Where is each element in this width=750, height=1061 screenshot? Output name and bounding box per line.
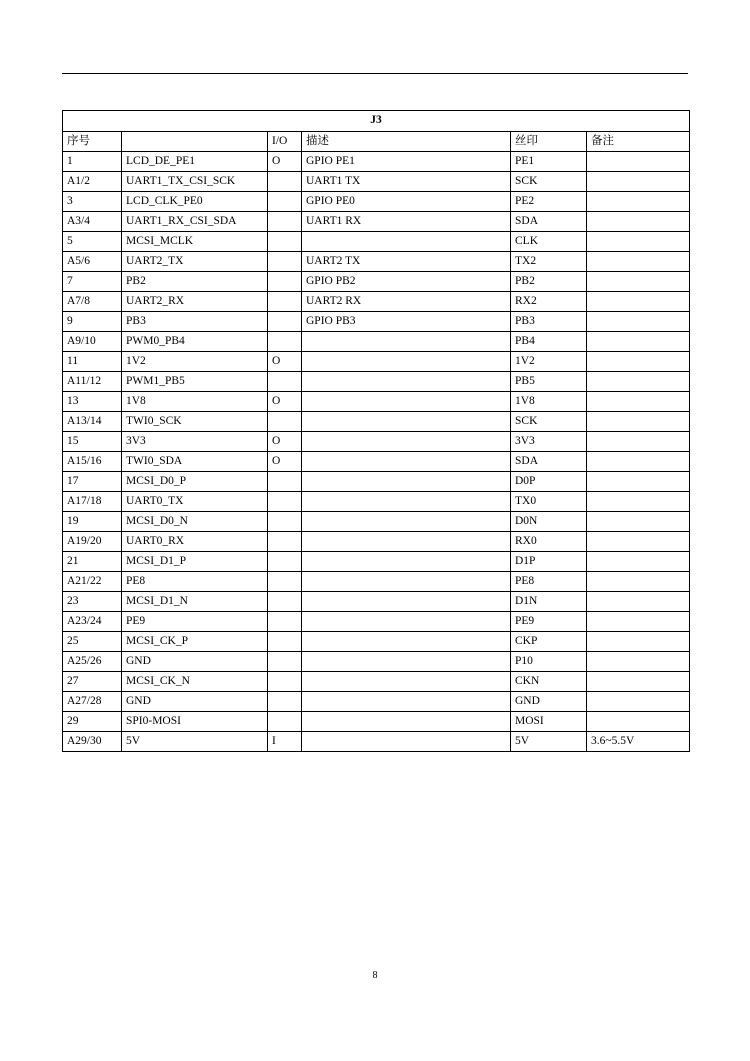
cell-io: I (268, 732, 302, 752)
cell-remark (587, 212, 690, 232)
table-row (63, 392, 690, 412)
cell-io (268, 552, 302, 572)
cell-silkscreen: SDA (511, 452, 587, 472)
table-row (63, 532, 690, 552)
cell-seq: A19/20 (63, 532, 122, 552)
cell-signal: SPI0-MOSI (122, 712, 268, 732)
table-row (63, 272, 690, 292)
cell-signal: MCSI_CK_P (122, 632, 268, 652)
table-row (63, 452, 690, 472)
cell-description (302, 732, 511, 752)
cell-seq: A21/22 (63, 572, 122, 592)
table-row (63, 372, 690, 392)
cell-seq: 23 (63, 592, 122, 612)
cell-io (268, 592, 302, 612)
cell-remark (587, 472, 690, 492)
cell-description (302, 352, 511, 372)
cell-silkscreen: 5V (511, 732, 587, 752)
column-header-io: I/O (268, 132, 302, 152)
cell-silkscreen: PE8 (511, 572, 587, 592)
cell-signal: UART2_RX (122, 292, 268, 312)
cell-io (268, 212, 302, 232)
cell-description: GPIO PE0 (302, 192, 511, 212)
table-row (63, 292, 690, 312)
cell-io (268, 712, 302, 732)
table-row (63, 712, 690, 732)
cell-remark (587, 532, 690, 552)
table-row (63, 652, 690, 672)
cell-signal: MCSI_CK_N (122, 672, 268, 692)
cell-remark (587, 392, 690, 412)
table-row (63, 312, 690, 332)
cell-description: UART2 RX (302, 292, 511, 312)
cell-signal: TWI0_SDA (122, 452, 268, 472)
cell-signal: PE8 (122, 572, 268, 592)
cell-silkscreen: PB5 (511, 372, 587, 392)
cell-seq: 3 (63, 192, 122, 212)
table-row (63, 252, 690, 272)
cell-remark (587, 372, 690, 392)
cell-silkscreen: RX0 (511, 532, 587, 552)
cell-remark (587, 512, 690, 532)
cell-description (302, 692, 511, 712)
column-header-silkscreen: 丝印 (511, 132, 587, 152)
cell-io (268, 272, 302, 292)
cell-io (268, 692, 302, 712)
cell-io (268, 532, 302, 552)
cell-seq: 13 (63, 392, 122, 412)
cell-silkscreen: D0N (511, 512, 587, 532)
cell-silkscreen: CLK (511, 232, 587, 252)
cell-io (268, 172, 302, 192)
cell-io (268, 232, 302, 252)
cell-description (302, 392, 511, 412)
cell-io: O (268, 392, 302, 412)
cell-silkscreen: PB2 (511, 272, 587, 292)
table-row (63, 572, 690, 592)
cell-io (268, 472, 302, 492)
cell-remark (587, 352, 690, 372)
cell-silkscreen: CKP (511, 632, 587, 652)
table-row (63, 692, 690, 712)
cell-remark (587, 612, 690, 632)
cell-silkscreen: SDA (511, 212, 587, 232)
table-header-row (63, 132, 690, 152)
cell-signal: 1V2 (122, 352, 268, 372)
cell-remark (587, 672, 690, 692)
cell-remark (587, 232, 690, 252)
cell-signal: UART1_RX_CSI_SDA (122, 212, 268, 232)
cell-signal: PE9 (122, 612, 268, 632)
cell-remark (587, 712, 690, 732)
cell-seq: 15 (63, 432, 122, 452)
cell-io: O (268, 152, 302, 172)
cell-description (302, 672, 511, 692)
cell-silkscreen: 1V2 (511, 352, 587, 372)
cell-silkscreen: PE2 (511, 192, 587, 212)
cell-io (268, 512, 302, 532)
cell-seq: 29 (63, 712, 122, 732)
table-row (63, 352, 690, 372)
cell-remark (587, 432, 690, 452)
cell-signal: MCSI_MCLK (122, 232, 268, 252)
cell-signal: UART0_RX (122, 532, 268, 552)
table-row (63, 232, 690, 252)
cell-io (268, 252, 302, 272)
cell-io (268, 572, 302, 592)
cell-remark (587, 552, 690, 572)
cell-seq: 21 (63, 552, 122, 572)
cell-seq: 5 (63, 232, 122, 252)
cell-signal: MCSI_D1_N (122, 592, 268, 612)
cell-seq: 9 (63, 312, 122, 332)
table-row (63, 632, 690, 652)
cell-signal: MCSI_D0_N (122, 512, 268, 532)
cell-description (302, 592, 511, 612)
cell-description (302, 612, 511, 632)
cell-silkscreen: GND (511, 692, 587, 712)
table-row (63, 332, 690, 352)
cell-description: UART1 RX (302, 212, 511, 232)
cell-seq: A25/26 (63, 652, 122, 672)
cell-description: GPIO PE1 (302, 152, 511, 172)
table-row (63, 552, 690, 572)
cell-seq: A9/10 (63, 332, 122, 352)
cell-silkscreen: P10 (511, 652, 587, 672)
cell-seq: 19 (63, 512, 122, 532)
cell-seq: A11/12 (63, 372, 122, 392)
cell-silkscreen: PE9 (511, 612, 587, 632)
cell-silkscreen: PB4 (511, 332, 587, 352)
table-row (63, 472, 690, 492)
cell-silkscreen: 1V8 (511, 392, 587, 412)
column-header-seq: 序号 (63, 132, 122, 152)
cell-signal: 1V8 (122, 392, 268, 412)
cell-seq: 27 (63, 672, 122, 692)
table-title: J3 (63, 111, 690, 132)
cell-silkscreen: D1N (511, 592, 587, 612)
cell-remark (587, 632, 690, 652)
cell-io: O (268, 452, 302, 472)
cell-seq: 7 (63, 272, 122, 292)
cell-signal: LCD_DE_PE1 (122, 152, 268, 172)
cell-signal: GND (122, 652, 268, 672)
cell-signal: MCSI_D0_P (122, 472, 268, 492)
cell-io: O (268, 352, 302, 372)
cell-description (302, 372, 511, 392)
cell-description (302, 432, 511, 452)
cell-silkscreen: SCK (511, 172, 587, 192)
cell-silkscreen: PB3 (511, 312, 587, 332)
cell-remark (587, 332, 690, 352)
cell-io (268, 612, 302, 632)
table-head (63, 111, 690, 152)
cell-description (302, 232, 511, 252)
cell-silkscreen: CKN (511, 672, 587, 692)
cell-seq: 17 (63, 472, 122, 492)
cell-silkscreen: TX0 (511, 492, 587, 512)
table-row (63, 152, 690, 172)
cell-remark (587, 172, 690, 192)
cell-description (302, 492, 511, 512)
page-number: 8 (372, 970, 378, 981)
cell-description: GPIO PB2 (302, 272, 511, 292)
cell-io (268, 292, 302, 312)
cell-description (302, 552, 511, 572)
cell-remark (587, 312, 690, 332)
cell-description (302, 332, 511, 352)
cell-description (302, 572, 511, 592)
cell-remark (587, 292, 690, 312)
cell-description (302, 452, 511, 472)
cell-seq: A5/6 (63, 252, 122, 272)
cell-description (302, 632, 511, 652)
cell-description (302, 712, 511, 732)
cell-remark (587, 192, 690, 212)
cell-io (268, 332, 302, 352)
cell-remark: 3.6~5.5V (587, 732, 690, 752)
cell-io (268, 672, 302, 692)
cell-seq: A23/24 (63, 612, 122, 632)
cell-signal: GND (122, 692, 268, 712)
table-body (63, 152, 690, 752)
cell-io (268, 492, 302, 512)
table-row (63, 672, 690, 692)
cell-seq: A3/4 (63, 212, 122, 232)
cell-description (302, 472, 511, 492)
cell-description (302, 652, 511, 672)
cell-remark (587, 252, 690, 272)
pin-table-container (62, 110, 689, 752)
table-row (63, 412, 690, 432)
cell-silkscreen: RX2 (511, 292, 587, 312)
cell-signal: UART1_TX_CSI_SCK (122, 172, 268, 192)
cell-io: O (268, 432, 302, 452)
cell-signal: LCD_CLK_PE0 (122, 192, 268, 212)
cell-seq: 11 (63, 352, 122, 372)
cell-description: UART1 TX (302, 172, 511, 192)
table-row (63, 432, 690, 452)
cell-description (302, 532, 511, 552)
cell-io (268, 652, 302, 672)
cell-io (268, 192, 302, 212)
column-header-remark: 备注 (587, 132, 690, 152)
cell-io (268, 412, 302, 432)
cell-description (302, 412, 511, 432)
cell-signal: MCSI_D1_P (122, 552, 268, 572)
column-header-description: 描述 (302, 132, 511, 152)
table-title-row (63, 111, 690, 132)
cell-seq: A13/14 (63, 412, 122, 432)
table-row (63, 212, 690, 232)
cell-signal: 5V (122, 732, 268, 752)
table-row (63, 172, 690, 192)
cell-seq: A17/18 (63, 492, 122, 512)
cell-remark (587, 412, 690, 432)
table-row (63, 512, 690, 532)
cell-signal: PB3 (122, 312, 268, 332)
cell-remark (587, 692, 690, 712)
cell-description (302, 512, 511, 532)
cell-silkscreen: PE1 (511, 152, 587, 172)
column-header-signal (122, 132, 268, 152)
cell-signal: 3V3 (122, 432, 268, 452)
cell-seq: A27/28 (63, 692, 122, 712)
cell-signal: PB2 (122, 272, 268, 292)
cell-seq: A29/30 (63, 732, 122, 752)
cell-remark (587, 652, 690, 672)
cell-silkscreen: SCK (511, 412, 587, 432)
cell-seq: A15/16 (63, 452, 122, 472)
cell-seq: 1 (63, 152, 122, 172)
cell-signal: UART2_TX (122, 252, 268, 272)
pin-assignment-table (62, 110, 690, 752)
cell-io (268, 312, 302, 332)
cell-remark (587, 452, 690, 472)
cell-silkscreen: 3V3 (511, 432, 587, 452)
cell-io (268, 632, 302, 652)
cell-remark (587, 572, 690, 592)
cell-signal: TWI0_SCK (122, 412, 268, 432)
cell-silkscreen: TX2 (511, 252, 587, 272)
table-row (63, 612, 690, 632)
cell-silkscreen: D0P (511, 472, 587, 492)
table-row (63, 592, 690, 612)
table-row (63, 492, 690, 512)
cell-remark (587, 272, 690, 292)
cell-io (268, 372, 302, 392)
cell-remark (587, 492, 690, 512)
cell-seq: 25 (63, 632, 122, 652)
cell-remark (587, 592, 690, 612)
cell-description: UART2 TX (302, 252, 511, 272)
cell-signal: UART0_TX (122, 492, 268, 512)
cell-signal: PWM0_PB4 (122, 332, 268, 352)
table-row (63, 732, 690, 752)
cell-seq: A1/2 (63, 172, 122, 192)
cell-description: GPIO PB3 (302, 312, 511, 332)
cell-signal: PWM1_PB5 (122, 372, 268, 392)
table-row (63, 192, 690, 212)
cell-seq: A7/8 (63, 292, 122, 312)
cell-remark (587, 152, 690, 172)
cell-silkscreen: D1P (511, 552, 587, 572)
header-divider (62, 73, 688, 74)
cell-silkscreen: MOSI (511, 712, 587, 732)
